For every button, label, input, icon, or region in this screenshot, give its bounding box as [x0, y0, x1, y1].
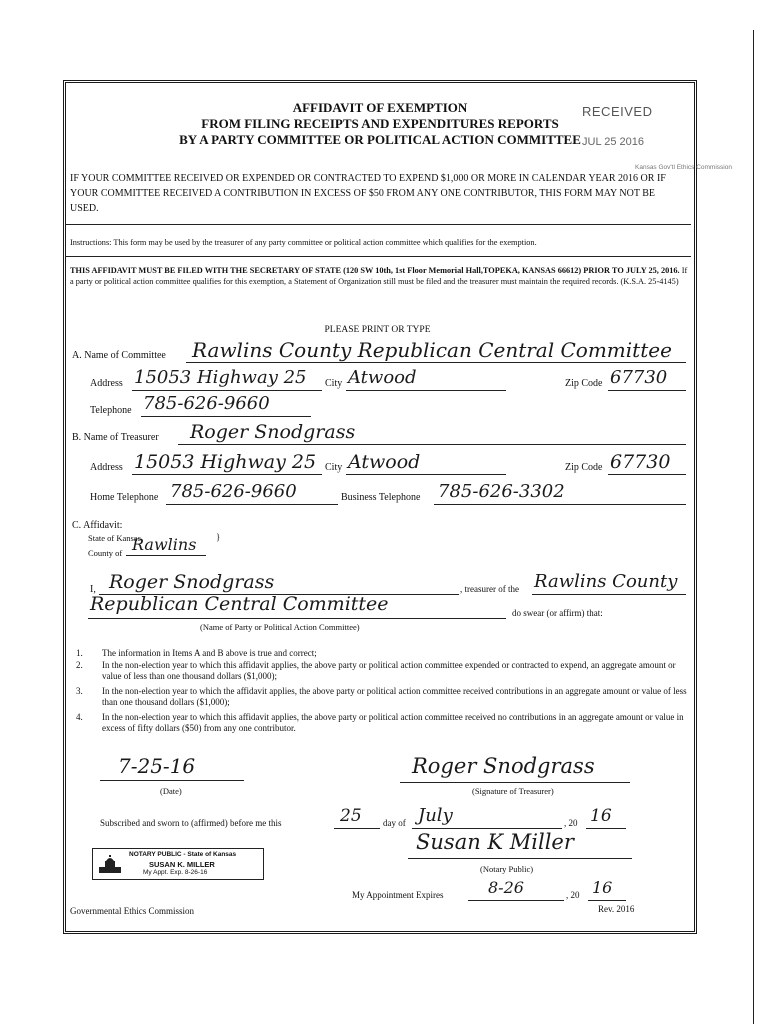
committee-name-label: A. Name of Committee [72, 350, 166, 361]
page-edge-line [753, 30, 754, 1024]
home-phone-label: Home Telephone [90, 492, 159, 503]
treasurer-signature-caption: (Signature of Treasurer) [472, 786, 554, 796]
committee-sworn-field[interactable] [88, 593, 506, 619]
divider [66, 224, 691, 225]
received-stamp: RECEIVED [582, 104, 653, 119]
state-label: State of Kansas [88, 533, 141, 543]
month-field[interactable] [412, 805, 562, 829]
treasurer-of-label: , treasurer of the [460, 584, 519, 594]
i-label: I, [90, 584, 96, 595]
treasurer-city-value: Atwood [348, 451, 421, 473]
treasurer-zip-label: Zip Code [565, 462, 603, 473]
sworn-label: Subscribed and sworn to (affirmed) before me this [100, 818, 282, 828]
date-value: 7-25-16 [118, 754, 196, 778]
business-phone-value: 785-626-3302 [438, 481, 565, 502]
home-phone-value: 785-626-9660 [170, 481, 297, 502]
appointment-year-prefix: , 20 [566, 890, 580, 900]
business-phone-label: Business Telephone [341, 492, 421, 503]
committee-name-field[interactable] [186, 338, 686, 363]
county-value: Rawlins [132, 535, 197, 554]
item-2-number: 2. [76, 660, 83, 670]
treasurer-zip-value: 67730 [610, 451, 671, 473]
year-value: 16 [590, 806, 612, 826]
business-phone-field[interactable] [434, 481, 686, 505]
item-2-text: In the non-election year to which this affidavit applies, the above party or political action committee expended or contracted to expend, an aggregate amount or value of less than one thousand dollars ($1,000); [102, 660, 676, 681]
notary-stamp-line2: SUSAN K. MILLER [149, 860, 215, 869]
county-label: County of [88, 548, 123, 558]
treasurer-address-label: Address [90, 462, 123, 473]
committee-zip-label: Zip Code [565, 378, 603, 389]
affidavit-label: C. Affidavit: [72, 520, 123, 531]
day-field[interactable] [334, 806, 380, 829]
affiant-name-value: Roger Snodgrass [109, 571, 275, 593]
treasurer-signature-field[interactable] [400, 754, 630, 783]
date-caption: (Date) [160, 786, 182, 796]
notary-stamp-line3: My Appt. Exp. 8-26-16 [143, 869, 208, 876]
form-title-line1: AFFIDAVIT OF EXEMPTION [292, 100, 468, 115]
committee-phone-value: 785-626-9660 [143, 393, 270, 414]
capitol-icon [97, 855, 123, 875]
filing-notice-rest: If a party or political action committee qualifies for this exemption, a Statement of Organization still must be filed and the treasurer must maintain the required records. (K.S.A. 25-4145) [70, 266, 688, 286]
treasurer-name-label: B. Name of Treasurer [72, 432, 159, 443]
treasurer-name-value: Roger Snodgrass [190, 421, 356, 443]
committee-sworn-value: Republican Central Committee [90, 593, 389, 615]
appointment-year-field[interactable] [588, 878, 626, 901]
committee-city-field[interactable] [346, 367, 506, 391]
appointment-year-value: 16 [592, 878, 613, 897]
committee-zip-value: 67730 [610, 367, 668, 388]
committee-address-label: Address [90, 378, 123, 389]
item-3-number: 3. [76, 686, 83, 696]
committee-phone-label: Telephone [90, 405, 132, 416]
item-3-text: In the non-election year to which the affidavit applies, the above party or political action committee received contributions in an aggregate amount or value of less than one thousand dollars ($1,000); [102, 686, 687, 707]
filing-notice [70, 265, 690, 287]
treasurer-name-field[interactable] [178, 421, 686, 445]
treasurer-city-field[interactable] [346, 451, 506, 475]
appointment-field[interactable] [468, 878, 564, 901]
treasurer-of-value: Rawlins County [534, 571, 678, 592]
county-field[interactable] [126, 535, 206, 556]
treasurer-address-field[interactable] [132, 451, 322, 475]
item-4-number: 4. [76, 712, 83, 722]
divider [66, 256, 691, 257]
committee-address-field[interactable] [132, 367, 322, 391]
notary-signature: Susan K Miller [416, 830, 574, 854]
item-1-number: 1. [76, 648, 83, 658]
footer-right: Rev. 2016 [598, 904, 635, 914]
date-field[interactable] [100, 754, 244, 781]
form-title-line3: BY A PARTY COMMITTEE OR POLITICAL ACTION COMMITTEE [179, 132, 581, 147]
county-brace: } [216, 532, 221, 542]
received-stamp-date: JUL 25 2016 [582, 136, 644, 148]
intro-warning: IF YOUR COMMITTEE RECEIVED OR EXPENDED OR CONTRACTED TO EXPEND $1,000 OR MORE IN CALENDAR YEAR 2016 OR IF YOUR COMMITTEE RECEIVED A CONTRIBUTION IN EXCESS OF $50 FROM ANY ONE CONTRIBUTOR, THIS FORM MAY NOT BE USED. [70, 173, 666, 214]
committee-address-value: 15053 Highway 25 [134, 367, 307, 388]
received-stamp-org: Kansas Gov'tl Ethics Commission [635, 164, 732, 171]
footer-left: Governmental Ethics Commission [70, 906, 194, 916]
notary-stamp [92, 848, 264, 880]
year-field[interactable] [586, 806, 626, 829]
notary-caption: (Notary Public) [480, 864, 534, 874]
treasurer-address-value: 15053 Highway 25 [134, 451, 317, 473]
committee-caption: (Name of Party or Political Action Committee) [200, 622, 360, 632]
day-value: 25 [340, 806, 362, 826]
item-4-text: In the non-election year to which this affidavit applies, the above party or political action committee received no contributions in an aggregate amount or value in excess of fifty dollars ($50) from any one contributor. [102, 712, 684, 733]
notary-stamp-line1: NOTARY PUBLIC - State of Kansas [129, 851, 237, 858]
committee-zip-field[interactable] [608, 367, 686, 391]
month-value: July [418, 805, 453, 826]
instructions-text: Instructions: This form may be used by the treasurer of any party committee or political action committee which qualifies for the exemption. [70, 238, 537, 247]
filing-notice-bold: THIS AFFIDAVIT MUST BE FILED WITH THE SECRETARY OF STATE (120 SW 10th, 1st Floor Memorial Hall,TOPEKA, KANSAS 66612) PRIOR TO JULY 25, 2016. [70, 266, 680, 275]
swear-label: do swear (or affirm) that: [512, 608, 603, 618]
treasurer-signature: Roger Snodgrass [412, 754, 595, 778]
committee-city-label: City [325, 378, 343, 389]
treasurer-city-label: City [325, 462, 343, 473]
form-title-line2: FROM FILING RECEIPTS AND EXPENDITURES REPORTS [201, 116, 559, 131]
treasurer-zip-field[interactable] [608, 451, 686, 475]
committee-city-value: Atwood [348, 367, 417, 388]
item-1-text: The information in Items A and B above is true and correct; [102, 648, 317, 658]
notary-signature-field[interactable] [408, 830, 632, 859]
home-phone-field[interactable] [166, 481, 338, 505]
please-print: PLEASE PRINT OR TYPE [324, 325, 431, 335]
committee-phone-field[interactable] [141, 393, 311, 417]
committee-name-value: Rawlins County Republican Central Committee [192, 338, 672, 362]
appointment-value: 8-26 [488, 878, 524, 897]
year-prefix: , 20 [564, 818, 578, 828]
day-of-label: day of [383, 818, 406, 828]
treasurer-of-field[interactable] [532, 571, 686, 595]
appointment-label: My Appointment Expires [352, 890, 444, 900]
